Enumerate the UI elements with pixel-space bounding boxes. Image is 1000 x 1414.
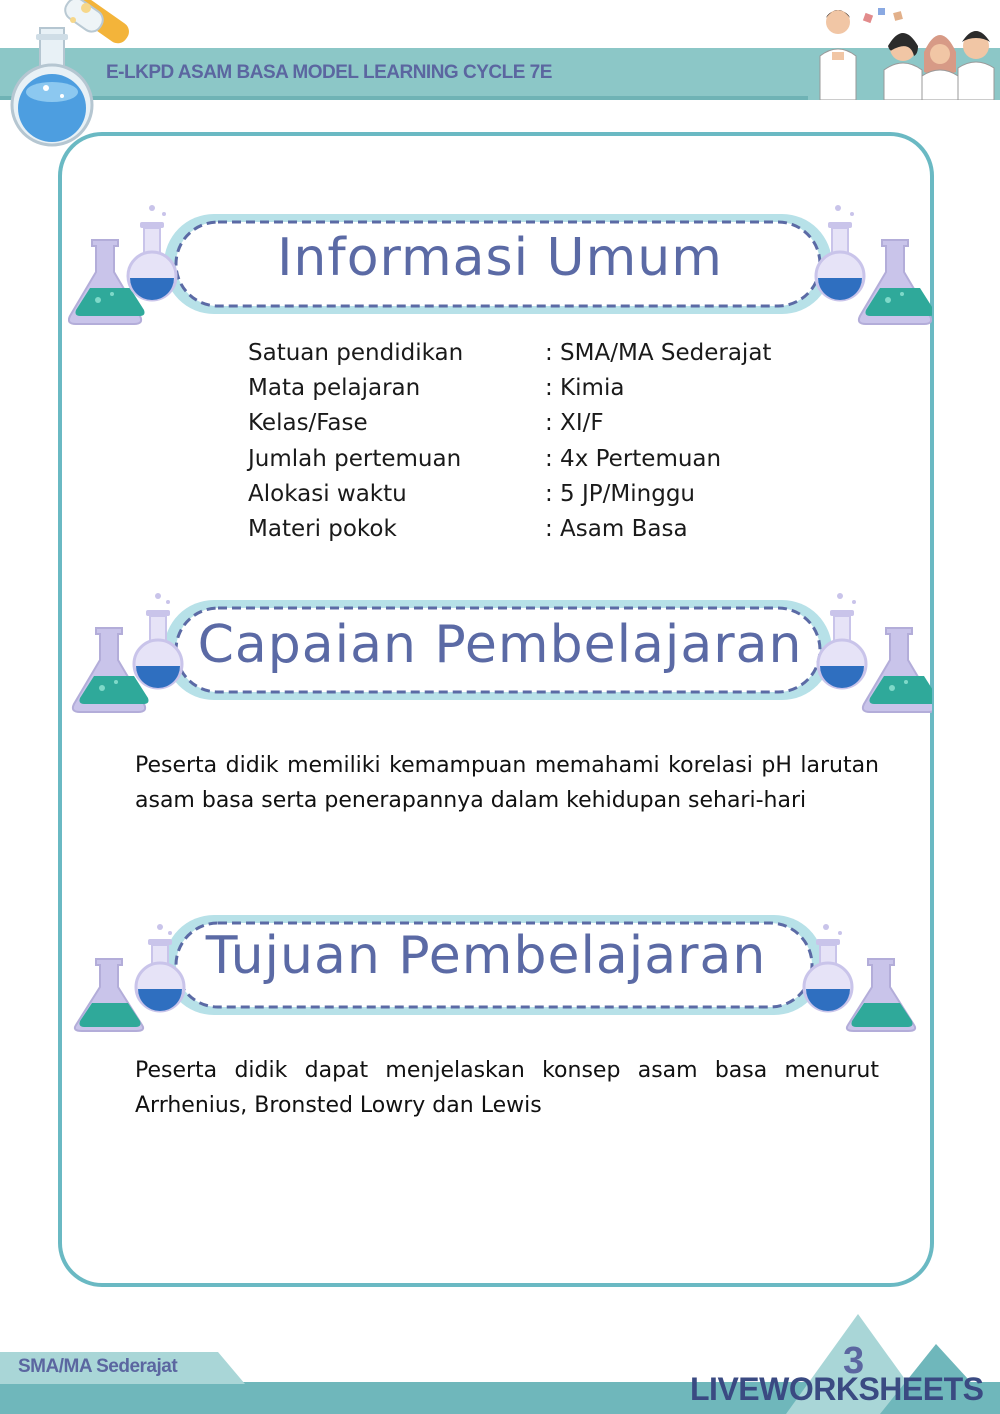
info-label: Jumlah pertemuan <box>248 445 462 472</box>
info-label: Kelas/Fase <box>248 410 368 437</box>
footer-school-label: SMA/MA Sederajat <box>18 1356 178 1377</box>
header-title: E-LKPD ASAM BASA MODEL LEARNING CYCLE 7E <box>106 62 552 83</box>
scientists-illustration <box>808 0 1000 100</box>
section-title: Informasi Umum <box>277 228 723 288</box>
section-banner-tujuan <box>68 903 932 1033</box>
info-row <box>248 335 848 370</box>
section-banner-informasi <box>68 200 932 330</box>
info-value: : Kimia <box>545 374 625 401</box>
liveworksheets-watermark[interactable]: LIVEWORKSHEETS <box>690 1371 984 1407</box>
info-value: : XI/F <box>545 410 604 437</box>
info-row <box>248 476 848 511</box>
info-row <box>248 406 848 441</box>
info-row <box>248 370 848 405</box>
info-label: Materi pokok <box>248 516 397 543</box>
page-number: 3 <box>843 1340 865 1382</box>
info-label: Alokasi waktu <box>248 480 407 507</box>
info-row <box>248 441 848 476</box>
section-title: Tujuan Pembelajaran <box>205 926 767 986</box>
info-label: Mata pelajaran <box>248 374 421 401</box>
info-row <box>248 511 848 546</box>
section-banner-capaian <box>68 588 932 718</box>
info-value: : Asam Basa <box>545 516 688 543</box>
capaian-paragraph: Peserta didik memiliki kemampuan memahami korelasi pH larutan asam basa serta penerapannya dalam kehidupan sehari-hari <box>135 753 879 813</box>
info-value: : 4x Pertemuan <box>545 445 722 472</box>
info-label: Satuan pendidikan <box>248 339 464 366</box>
info-table <box>248 335 848 547</box>
info-value: : SMA/MA Sederajat <box>545 339 772 366</box>
tujuan-paragraph: Peserta didik dapat menjelaskan konsep asam basa menurut Arrhenius, Bronsted Lowry dan Lewis <box>135 1058 879 1118</box>
info-value: : 5 JP/Minggu <box>545 480 695 507</box>
section-title: Capaian Pembelajaran <box>197 615 803 675</box>
